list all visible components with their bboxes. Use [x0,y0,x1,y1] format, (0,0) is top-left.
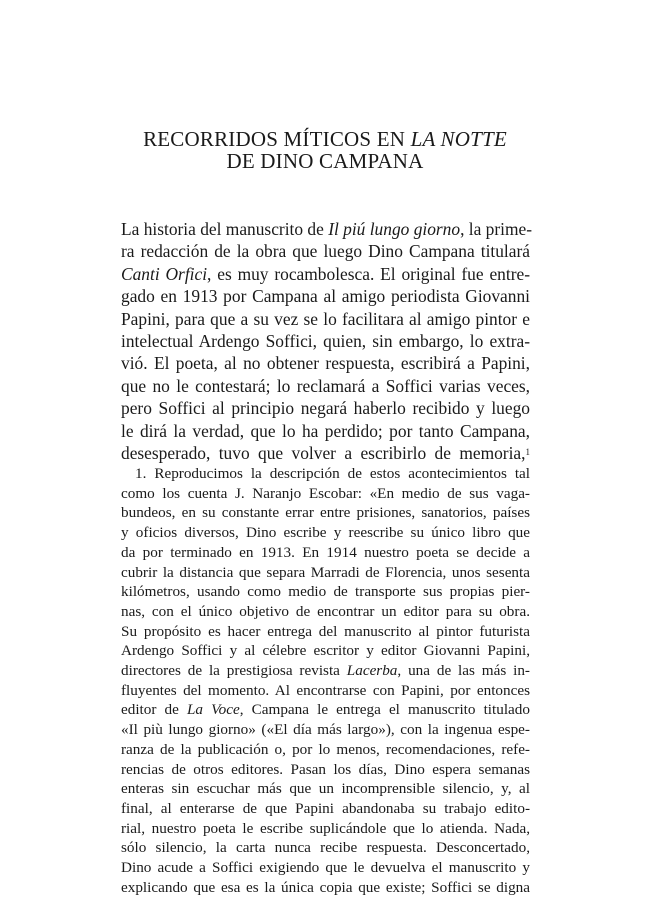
italic-title: Il piú lungo giorno [328,219,461,239]
footnote-line [121,661,530,681]
text-line [121,442,530,464]
text-line: intelectual Ardengo Soffici, quien, sin embargo, lo extra- [121,331,530,352]
text-segment: , la prime- [460,219,533,239]
footnote-line: como los cuenta J. Naranjo Escobar: «En medio de sus vaga- [121,484,530,502]
footnote-line: Su propósito es hacer entrega del manuscrito al pintor futurista [121,622,530,640]
text-line: vió. El poeta, al no obtener respuesta, escribirá a Papini, [121,353,530,374]
footnote-line: da por terminado en 1913. En 1914 nuestro poeta se decide a [121,543,530,561]
footnote-line: Dino acude a Soffici exigiendo que le devuelva el manuscrito y [121,859,530,877]
footnote-line: sólo silencio, la carta nunca recibe respuesta. Desconcertado, [121,839,530,857]
text-segment: La historia del manuscrito de [121,219,329,239]
text-line: Papini, para que a su vez se lo facilitara al amigo pintor e [121,308,530,329]
footnote-line: bundeos, en su constante errar entre prisiones, sanatorios, países [121,504,530,522]
footnote-line [121,700,530,720]
title-work-name: LA NOTTE [410,127,507,151]
italic-title: Lacerba [346,662,398,680]
footnote-line: rencias de otros editores. Pasan los días, Dino espera semanas [121,760,530,778]
italic-title: La Voce [186,701,240,719]
title-text: RECORRIDOS MÍTICOS EN [143,127,411,151]
footnote-line: rial, nuestro poeta le escribe suplicándole que lo atienda. Nada, [121,819,530,837]
footnote-line: cubrir la distancia que separa Marradi de Florencia, unos sesenta [121,563,530,581]
body-paragraph [121,218,533,464]
footnote-line: explicando que esa es la única copia que existe; Soffici se digna [121,878,530,896]
footnote-line: 1. Reproducimos la descripción de estos acontecimientos tal [135,465,530,482]
text-segment: desesperado, tuvo que volver a escribirlo de memoria, [121,443,526,464]
footnote-line: fluyentes del momento. Al encontrarse con Papini, por entonces [121,681,530,699]
chapter-title-line-1 [120,128,530,150]
chapter-title-line-2: DE DINO CAMPANA [226,149,424,173]
footnote-line: final, al enterarse de que Papini abandonaba su trabajo edito- [121,799,530,817]
text-segment: , una de las más in- [397,662,530,680]
text-line: pero Soffici al principio negará haberlo recibido y luego [121,398,530,419]
footnote-line: Ardengo Soffici y al célebre escritor y editor Giovanni Papini, [121,642,530,660]
footnote-line: ranza de la publicación o, por lo menos, recomendaciones, refe- [121,740,530,758]
text-segment: , Campana le entrega el manuscrito titulado [239,701,530,719]
text-line: que no le contestará; lo reclamará a Soffici varias veces, [121,375,530,396]
chapter-title [120,128,530,172]
footnote-line: nas, con el único objetivo de encontrar un editor para su obra. [121,602,530,620]
text-segment: editor de [121,701,187,719]
text-segment: directores de la prestigiosa revista [121,662,347,680]
text-line: ra redacción de la obra que luego Dino Campana titulará [121,241,530,262]
text-segment: , es muy rocambolesca. El original fue entre- [207,263,530,284]
footnote-reference: 1 [525,447,530,458]
text-line [121,218,533,240]
italic-title: Canti Orfici [121,263,208,284]
footnote-line: enteras sin escuchar más que un incomprensible silencio, y, al [121,780,530,798]
text-line: le dirá la verdad, que lo ha perdido; por tanto Campana, [121,420,530,441]
footnote-line: «Il più lungo giorno» («El día más largo»), con la ingenua espe- [121,721,530,739]
footnote-line: y oficios diversos, Dino escribe y reescribe su único libro que [121,524,530,542]
footnote [121,464,530,897]
text-line [121,263,530,285]
text-line: gado en 1913 por Campana al amigo periodista Giovanni [121,286,530,307]
footnote-line: kilómetros, usando como medio de transporte sus propias pier- [121,583,530,601]
